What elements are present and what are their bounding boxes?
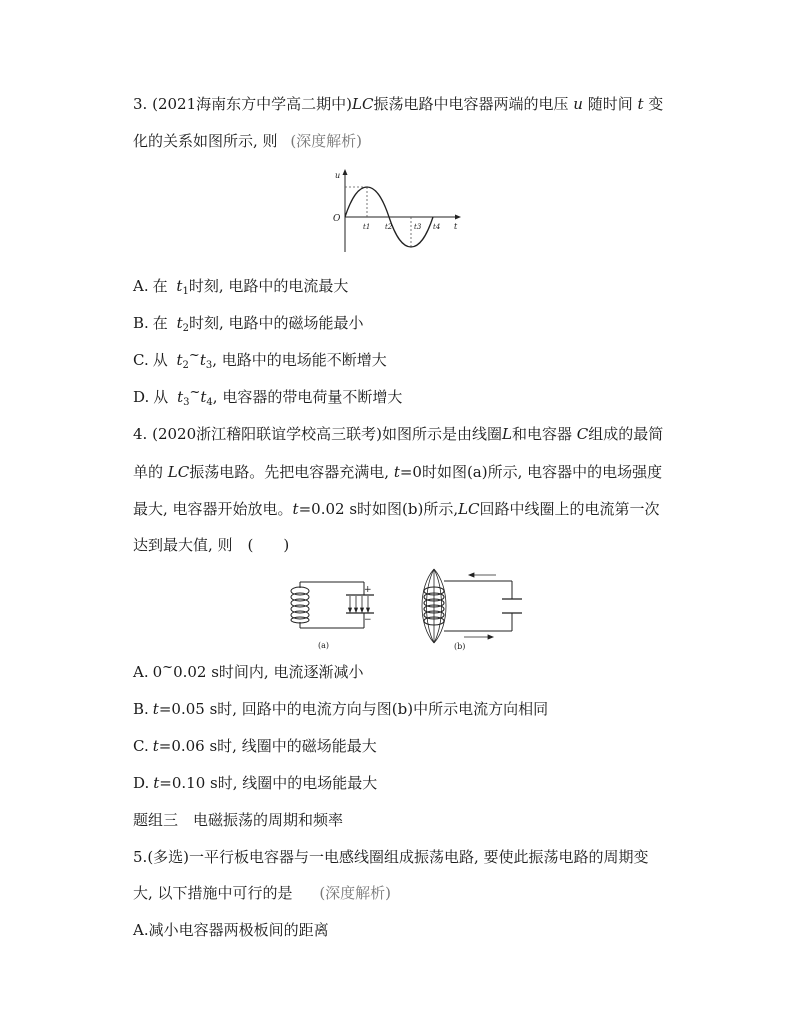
q3-option-a[interactable]: A. 在 $t_1$时刻, 电路中的电流最大 bbox=[133, 277, 349, 297]
q3-option-d[interactable]: D. 从 $t_3\sim t_4$, 电容器的带电荷量不断增大 bbox=[133, 385, 403, 408]
q3-y-arrow bbox=[343, 169, 348, 175]
q3-tick-t4: t4 bbox=[433, 223, 441, 231]
q3-x-label: t bbox=[454, 222, 458, 231]
q3-tick-t2: t2 bbox=[385, 223, 393, 231]
q4-stem-line4: 达到最大值, 则 ( ) bbox=[133, 536, 290, 554]
q4-current-arrows bbox=[464, 573, 496, 639]
q5-option-a[interactable]: A.减小电容器两极板间的距离 bbox=[133, 921, 329, 939]
q3-tick-t3: t3 bbox=[414, 223, 422, 231]
q3-x-arrow bbox=[455, 215, 461, 220]
q4-option-d[interactable]: D. t=0.10 s时, 线圈中的电场能最大 bbox=[133, 774, 378, 792]
q4-option-c[interactable]: C. t=0.06 s时, 线圈中的磁场能最大 bbox=[133, 737, 377, 755]
q4-stem-line2: 单的 LC振荡电路。先把电容器充满电, t=0时如图(a)所示, 电容器中的电场强度 bbox=[133, 463, 663, 481]
q4-figure-b bbox=[412, 567, 522, 655]
q3-y-label: u bbox=[335, 171, 341, 180]
section-title: 题组三 电磁振荡的周期和频率 bbox=[133, 811, 344, 829]
q4-stem-line1: 4. (2020浙江稽阳联谊学校高三联考)如图所示是由线圈L和电容器 C组成的最简 bbox=[133, 425, 664, 443]
q4-option-a[interactable]: A. 0~0.02 s时间内, 电流逐渐减小 bbox=[133, 660, 364, 681]
q4-stem-line3: 最大, 电容器开始放电。t=0.02 s时如图(b)所示,LC回路中线圈上的电流第一次 bbox=[133, 500, 660, 518]
q3-stem-line1: 3. (2021海南东方中学高二期中)LC振荡电路中电容器两端的电压 u 随时间 t 变 bbox=[133, 95, 664, 113]
q4-plus-sign: + bbox=[364, 585, 372, 595]
q5-stem-line2: 大, 以下措施中可行的是 (深度解析) bbox=[133, 884, 392, 902]
q5-analysis-tag: (深度解析) bbox=[319, 884, 392, 902]
q4-coil-a bbox=[291, 587, 309, 623]
q3-option-b[interactable]: B. 在 $t_2$时刻, 电路中的磁场能最小 bbox=[133, 314, 364, 334]
q3-tick-t1: t1 bbox=[363, 223, 371, 231]
q3-voltage-graph bbox=[330, 166, 465, 260]
q4-magnetic-field-lines bbox=[422, 569, 446, 643]
q3-analysis-tag: (深度解析) bbox=[290, 132, 363, 150]
q5-stem-line1: 5.(多选)一平行板电容器与一电感线圈组成振荡电路, 要使此振荡电路的周期变 bbox=[133, 848, 649, 866]
q4-minus-sign: − bbox=[364, 615, 372, 625]
q4-electric-field-arrows bbox=[349, 596, 370, 612]
q4-figure-a bbox=[282, 576, 382, 654]
q3-option-c[interactable]: C. 从 $t_2\sim t_3$, 电路中的电场能不断增大 bbox=[133, 348, 387, 371]
q3-stem-line2: 化的关系如图所示, 则 (深度解析) bbox=[133, 132, 363, 150]
q4-fig-a-label: (a) bbox=[318, 641, 330, 650]
q3-origin-label: O bbox=[333, 214, 341, 224]
q4-fig-b-label: (b) bbox=[454, 642, 466, 651]
q4-option-b[interactable]: B. t=0.05 s时, 回路中的电流方向与图(b)中所示电流方向相同 bbox=[133, 700, 549, 718]
